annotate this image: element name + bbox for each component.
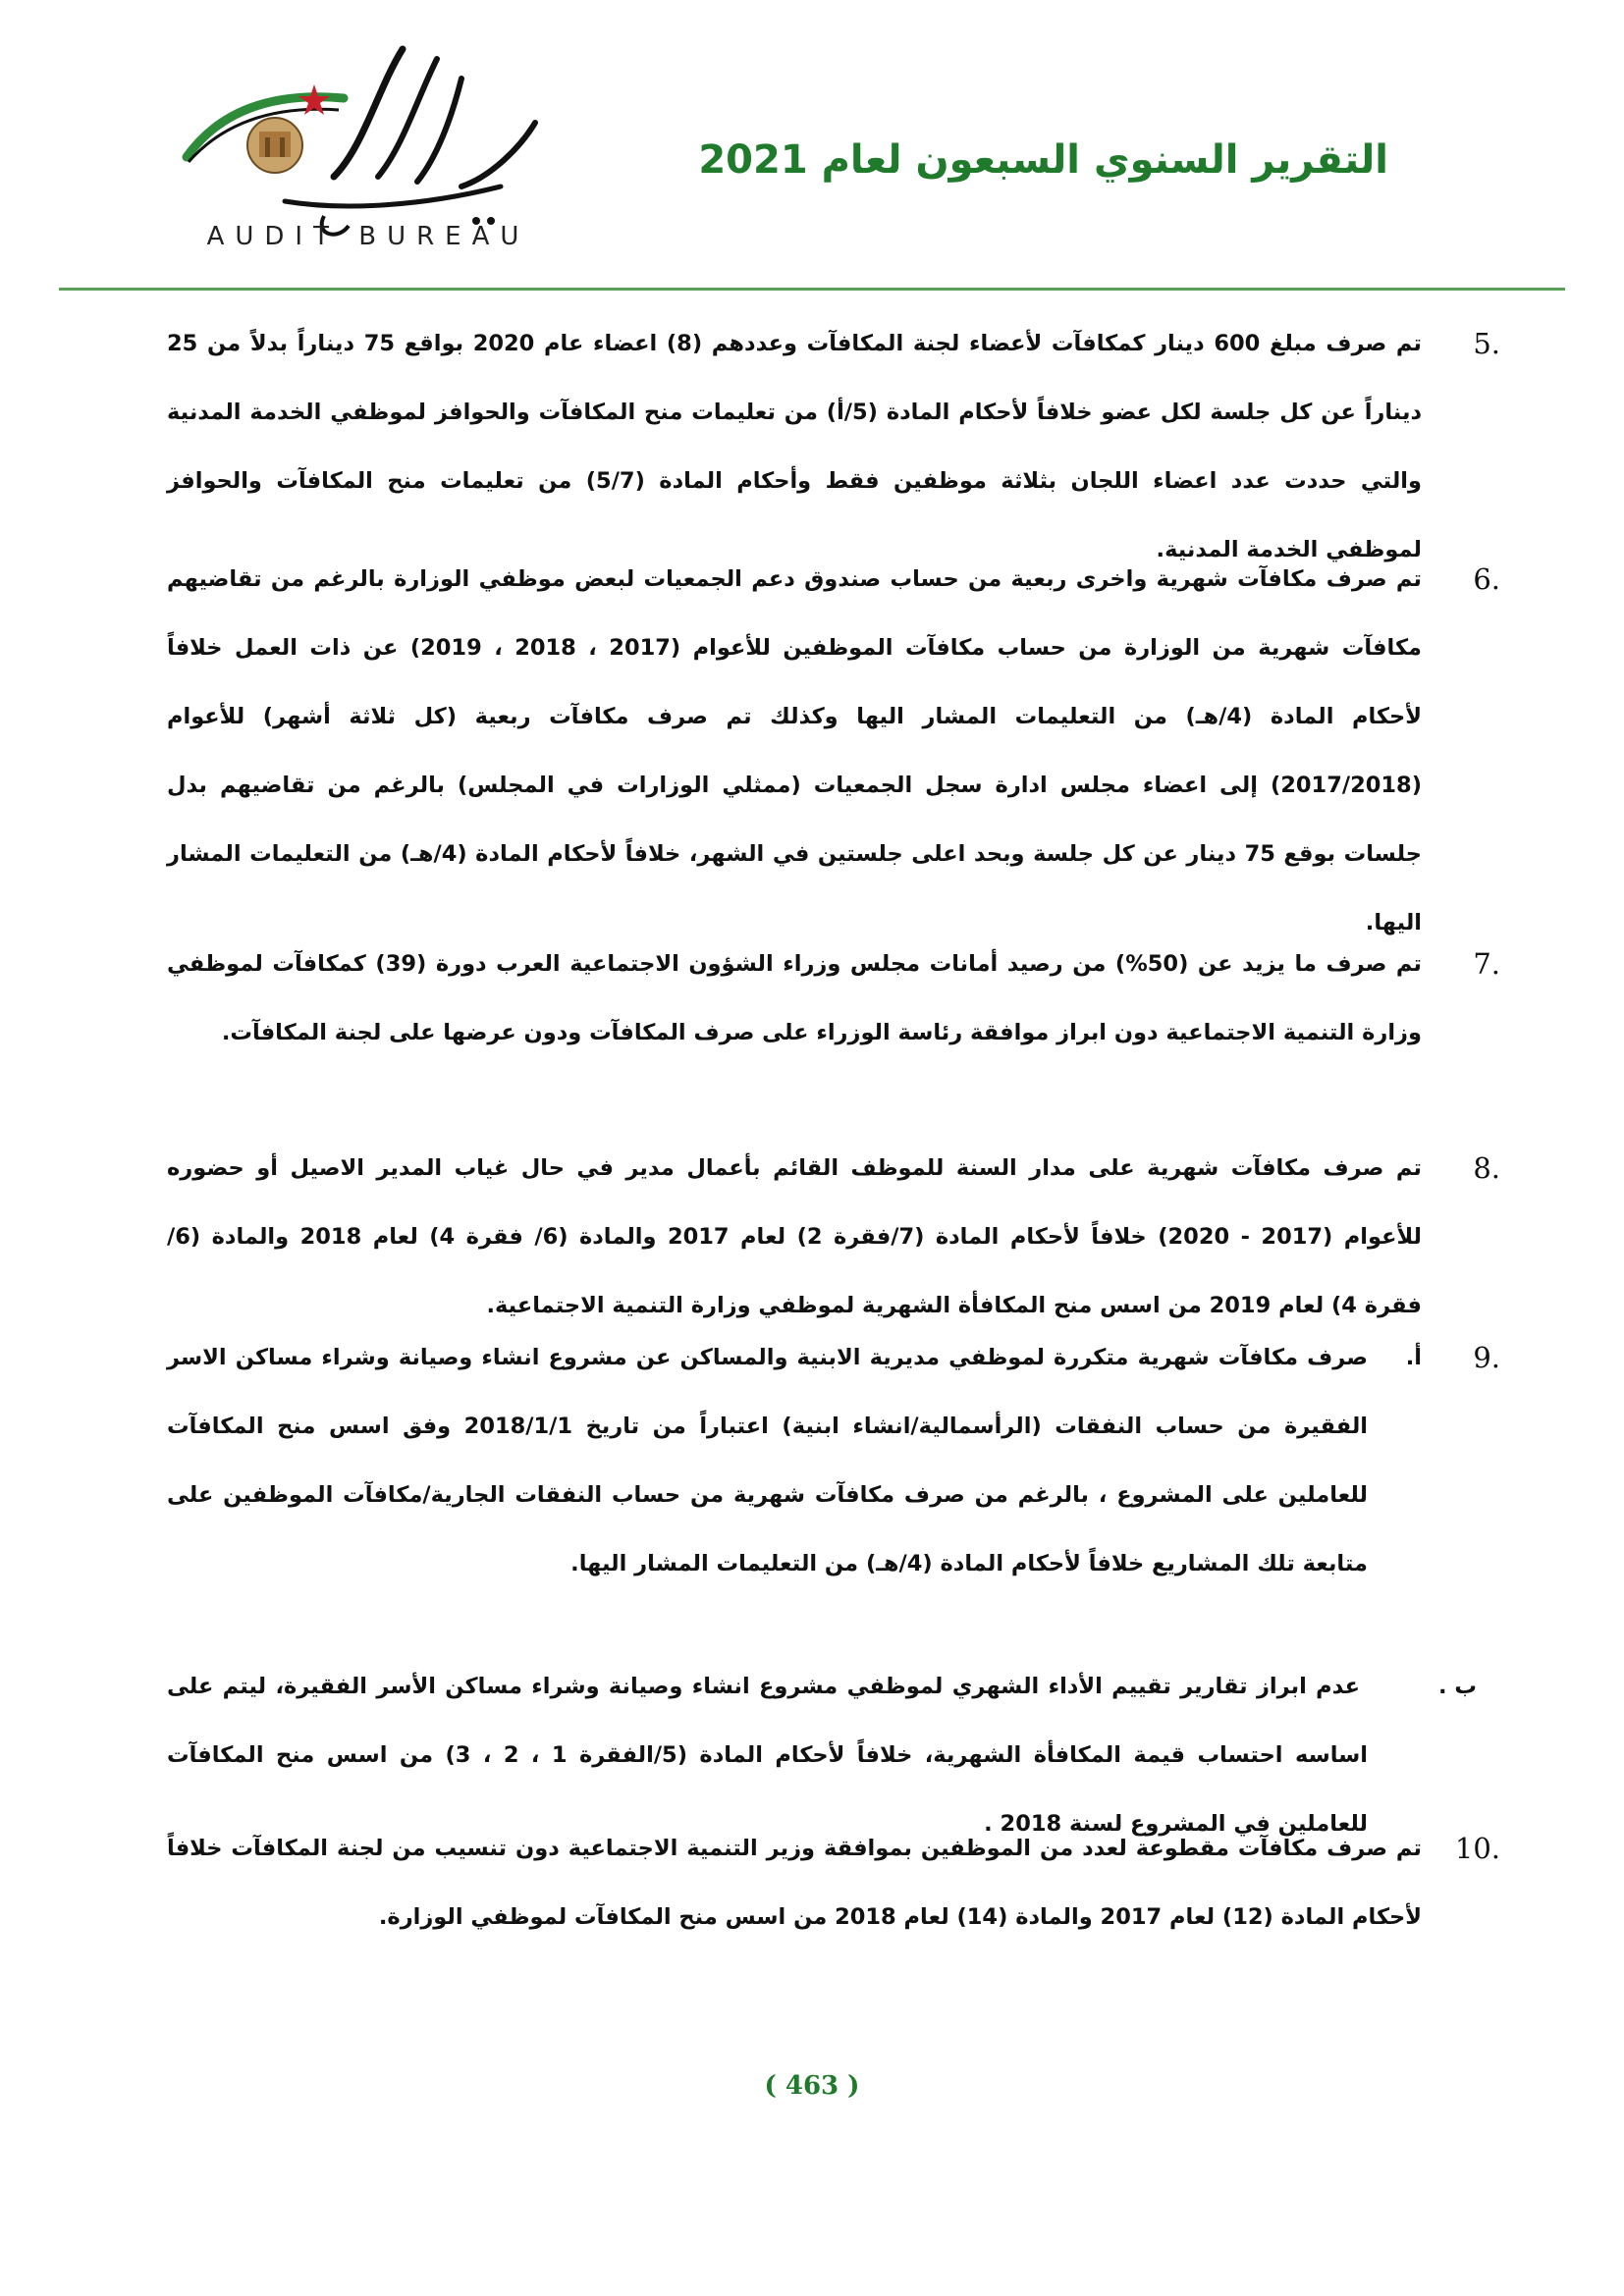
logo-latin-text: AUDIT BUREAU — [206, 222, 530, 251]
page-header — [0, 0, 1624, 294]
item-number: 8. — [1473, 1151, 1500, 1185]
sub-item-label: أ. — [1405, 1345, 1422, 1370]
header-divider — [59, 288, 1565, 291]
list-item — [167, 1323, 1500, 1837]
sub-item-text: صرف مكافآت شهرية متكررة لموظفي مديرية الابنية والمساكن عن مشروع انشاء وصيانة وشراء مساكن الاسر الفقيرة من حساب النفقات (الرأسمالية/انشاء ابنية) اعتباراً من تاريخ 2018/1/1 وفق اسس منح المكافآت للعاملين على المشروع ، بالرغم من صرف مكافآت شهرية من حساب النفقات الجارية/مكافآت الموظفين على متابعة تلك المشاريع خلافاً لأحكام المادة (4/هـ) من التعليمات المشار اليها. — [167, 1345, 1368, 1576]
sub-item — [167, 1652, 1477, 1837]
item-text: تم صرف مكافآت شهرية واخرى ربعية من حساب صندوق دعم الجمعيات لبعض موظفي الوزارة بالرغم من تقاضيهم مكافآت شهرية من الوزارة من حساب مكافآت الموظفين للأعوام (2017 ، 2018 ، 2019) عن ذات العمل خلافاً لأحكام المادة (4/هـ) من التعليمات المشار اليها وكذلك تم صرف مكافآت ربعية (كل ثلاثة أشهر) للأعوام (2017/2018) إلى اعضاء مجلس ادارة سجل الجمعيات (ممثلي الوزارات في المجلس) بالرغم من تقاضيهم بدل جلسات بوقع 75 دينار عن كل جلسة وبحد اعلى جلستين في الشهر، خلافاً لأحكام المادة (4/هـ) من التعليمات المشار اليها. — [167, 566, 1422, 935]
report-title: التقرير السنوي السبعون لعام 2021 — [698, 137, 1388, 183]
list-item — [167, 1134, 1500, 1323]
item-text: تم صرف مبلغ 600 دينار كمكافآت لأعضاء لجنة المكافآت وعددهم (8) اعضاء عام 2020 بواقع 75 ديناراً بدلاً من 25 ديناراً عن كل جلسة لكل عضو خلافاً لأحكام المادة (5/أ) من تعليمات منح المكافآت والحوافز لموظفي الخدمة المدنية والتي حددت عدد اعضاء اللجان بثلاثة موظفين فقط وأحكام المادة (5/7) من تعليمات منح المكافآت والحوافز لموظفي الخدمة المدنية. — [167, 331, 1422, 562]
list-item — [167, 930, 1500, 1134]
item-text: تم صرف مكافآت مقطوعة لعدد من الموظفين بموافقة وزير التنمية الاجتماعية دون تنسيب من لجنة المكافآت خلافاً لأحكام المادة (12) لعام 2017 والمادة (14) لعام 2018 من اسس منح المكافآت لموظفي الوزارة. — [167, 1836, 1422, 1930]
page-number: ( 463 ) — [764, 2071, 860, 2101]
item-number: 9. — [1473, 1341, 1500, 1374]
item-number: 6. — [1473, 562, 1500, 596]
item-text: تم صرف ما يزيد عن (50%) من رصيد أمانات مجلس وزراء الشؤون الاجتماعية العرب دورة (39) كمكافآت لموظفي وزارة التنمية الاجتماعية دون ابراز موافقة رئاسة الوزراء على صرف المكافآت ودون عرضها على لجنة المكافآت. — [167, 951, 1422, 1045]
findings-list — [167, 309, 1500, 2010]
item-number: 7. — [1473, 947, 1500, 981]
item-number: 5. — [1473, 327, 1500, 360]
list-item — [167, 309, 1500, 562]
sub-item-label: ب . — [1438, 1674, 1477, 1699]
list-item — [167, 1814, 1500, 2010]
list-item — [167, 545, 1500, 935]
sub-item-text: عدم ابراز تقارير تقييم الأداء الشهري لموظفي مشروع انشاء وصيانة وشراء مساكن الأسر الفقيرة، ليتم على اساسه احتساب قيمة المكافأة الشهرية، خلافاً لأحكام المادة (5/الفقرة 1 ، 2 ، 3) من اسس منح المكافآت للعاملين في المشروع لسنة 2018 . — [167, 1674, 1369, 1837]
sub-item — [167, 1323, 1422, 1652]
item-text: تم صرف مكافآت شهرية على مدار السنة للموظف القائم بأعمال مدير في حال غياب المدير الاصيل أو حضوره للأعوام (2017 - 2020) خلافاً لأحكام المادة (7/فقرة 2) لعام 2017 والمادة (6/ فقرة 4) لعام 2018 والمادة (6/ فقرة 4) لعام 2019 من اسس منح المكافأة الشهرية لموظفي وزارة التنمية الاجتماعية. — [167, 1155, 1423, 1318]
item-number: 10. — [1454, 1832, 1500, 1865]
